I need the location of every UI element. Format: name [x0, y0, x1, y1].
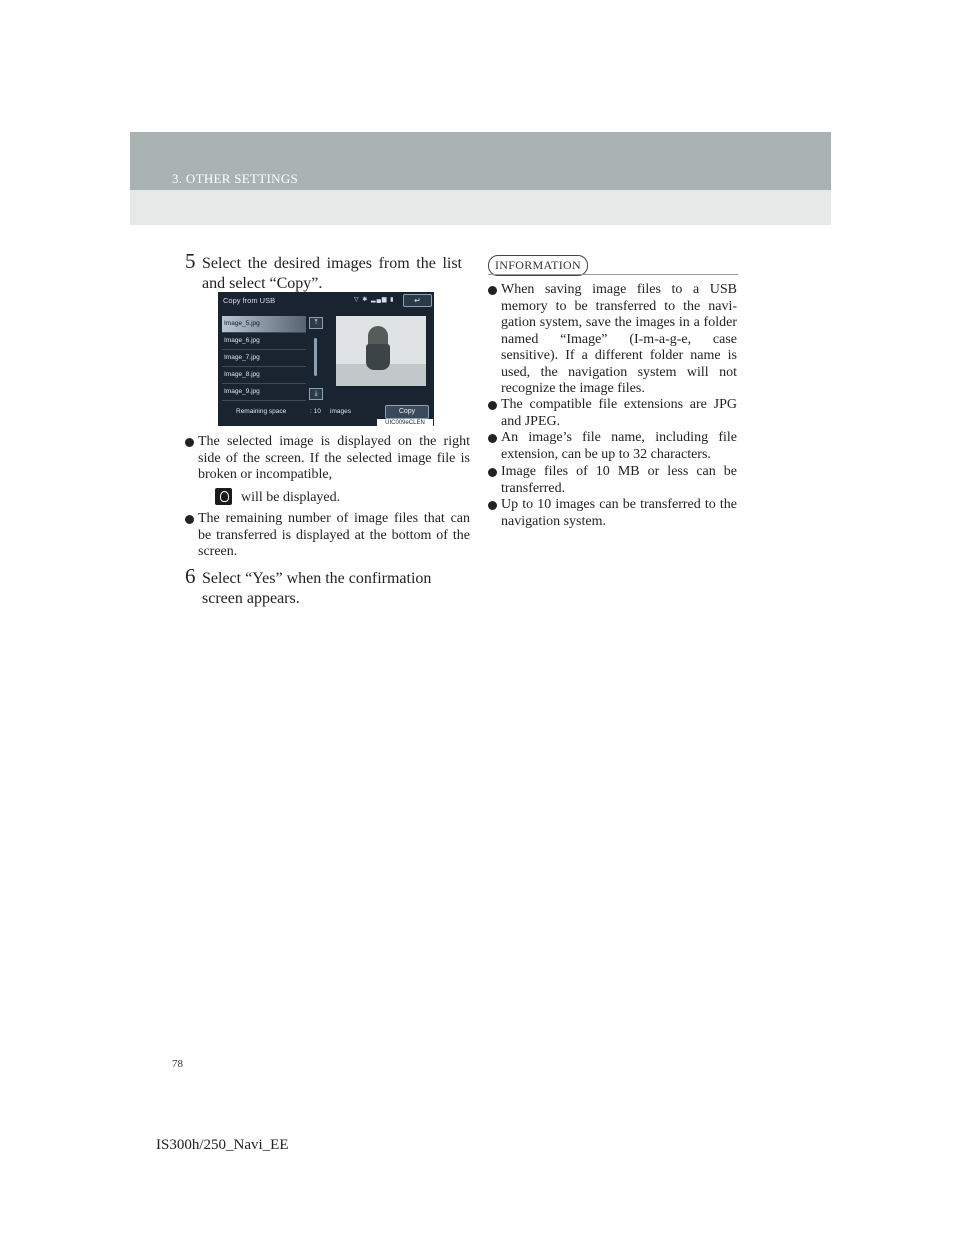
- back-button[interactable]: ↵: [403, 294, 432, 307]
- screen-title: Copy from USB: [223, 296, 276, 305]
- section-title: 3. OTHER SETTINGS: [172, 171, 299, 186]
- broken-image-icon: [215, 488, 232, 505]
- page-number: 78: [172, 1058, 183, 1070]
- status-icons: ▽ ✱ ▂▄▆ ▮: [354, 297, 395, 303]
- screenshot-code: UIC009eCLEN: [377, 419, 433, 427]
- footer-code: IS300h/250_Navi_EE: [156, 1137, 289, 1153]
- scroll-top-button[interactable]: ⤒: [309, 317, 323, 329]
- copy-from-usb-screenshot: [218, 292, 434, 426]
- bullet-text: An image’s file name, including file extension, can be up to 32 characters.: [501, 430, 737, 462]
- information-divider: [488, 274, 738, 275]
- bullet-icon: [488, 401, 497, 410]
- copy-button[interactable]: Copy: [385, 405, 429, 419]
- bullet-text: When saving image files to a USB memory to be transferred to the navi-gation system, save the images in a folder named “Image” (I-m-a-g-e, case sensitive). If a different folder name is used, the navigation system will not recognize the image files.: [501, 282, 737, 396]
- list-item[interactable]: Image_8.jpg: [222, 367, 306, 384]
- list-item[interactable]: Image_6.jpg: [222, 333, 306, 350]
- image-list: [222, 316, 306, 401]
- list-item[interactable]: Image_7.jpg: [222, 350, 306, 367]
- information-label: INFORMATION: [488, 255, 588, 276]
- bullet-icon: [488, 434, 497, 443]
- section-header-subband: [130, 190, 831, 225]
- bullet-text: Up to 10 images can be transferred to the navigation system.: [501, 497, 737, 529]
- scroll-bottom-button[interactable]: ⤓: [309, 388, 323, 400]
- step-number: 5: [185, 249, 196, 273]
- bullet-text: The compatible file extensions are JPG and JPEG.: [501, 397, 737, 429]
- list-item[interactable]: Image_5.jpg: [222, 316, 306, 333]
- preview-pot: [366, 344, 390, 370]
- bullet-icon: [488, 286, 497, 295]
- step-number: 6: [185, 564, 196, 588]
- bullet-text: The selected image is displayed on the right side of the screen. If the selected image file is broken or incompatible,: [198, 434, 470, 482]
- bullet-icon: [185, 515, 194, 524]
- bullet-icon: [185, 438, 194, 447]
- bullet-text: The remaining number of image files that can be transferred is displayed at the bottom of the screen.: [198, 511, 470, 559]
- warning-text: will be displayed.: [241, 490, 341, 505]
- image-preview: [336, 316, 426, 386]
- scrollbar[interactable]: [314, 338, 317, 376]
- step-text: Select “Yes” when the confirmation screen appears.: [202, 570, 432, 607]
- list-item[interactable]: Image_9.jpg: [222, 384, 306, 401]
- bullet-icon: [488, 468, 497, 477]
- bullet-icon: [488, 501, 497, 510]
- images-unit-label: images: [330, 408, 351, 415]
- remaining-count: : 10: [310, 408, 321, 415]
- step-text: Select the desired images from the list and select “Copy”.: [202, 255, 462, 292]
- bullet-text: Image files of 10 MB or less can be transferred.: [501, 464, 737, 496]
- remaining-space-label: Remaining space: [236, 408, 287, 415]
